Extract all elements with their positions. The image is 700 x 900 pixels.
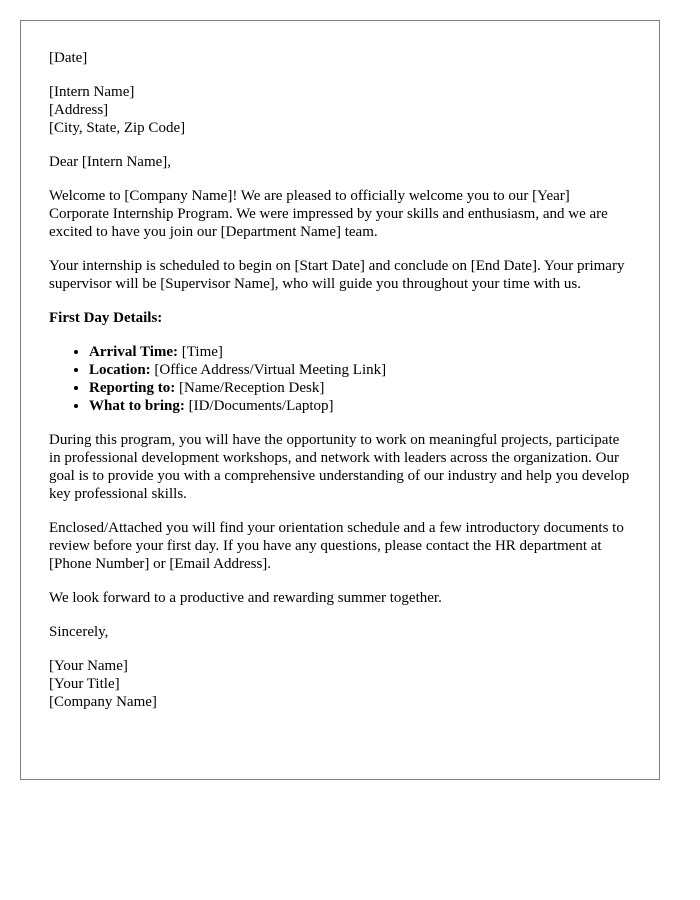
list-item-value: [Time] [178,344,223,360]
first-day-heading [49,309,631,327]
orientation-paragraph: Enclosed/Attached you will find your orientation schedule and a few introductory documents to review before your first day. If you have any questions, please contact the HR department at [Phone Number] or [Email Address]. [49,520,624,572]
list-item-value: [ID/Documents/Laptop] [184,398,334,414]
letter-page [20,20,660,780]
salutation: Dear [Intern Name], [49,154,172,170]
list-item-label: What to bring: [89,398,185,414]
first-day-list [49,343,631,415]
list-item-label: Location: [89,362,151,378]
list-item [89,343,631,361]
first-day-heading-text: First Day Details: [49,310,163,326]
signature-title: [Your Title] [49,676,120,692]
recipient-block [49,83,631,137]
list-item-value: [Office Address/Virtual Meeting Link] [150,362,387,378]
list-item-value: [Name/Reception Desk] [175,380,325,396]
closing: Sincerely, [49,624,109,640]
schedule-paragraph: Your internship is scheduled to begin on [Start Date] and conclude on [End Date]. Your primary supervisor will be [Supervisor Name], who will guide you throughout your time with us. [49,258,625,292]
signature-company: [Company Name] [49,694,157,710]
closing-paragraph: We look forward to a productive and rewarding summer together. [49,590,442,606]
list-item-label: Arrival Time: [89,344,179,360]
list-item-label: Reporting to: [89,380,176,396]
signature-block [49,657,631,711]
list-item [89,379,631,397]
recipient-name: [Intern Name] [49,84,135,100]
recipient-city-state-zip: [City, State, Zip Code] [49,120,186,136]
signature-name: [Your Name] [49,658,128,674]
list-item [89,397,631,415]
list-item [89,361,631,379]
recipient-address: [Address] [49,102,109,118]
letter-date: [Date] [49,50,88,66]
welcome-paragraph: Welcome to [Company Name]! We are pleased to officially welcome you to our [Year] Corporate Internship Program. We were impressed by your skills and enthusiasm, and we are excited to have you join our [Department Name] team. [49,188,608,240]
program-paragraph: During this program, you will have the opportunity to work on meaningful projects, participate in professional development workshops, and network with leaders across the organization. Our goal is to provide you with a comprehensive understanding of our industry and help you develop key professional skills. [49,432,630,502]
